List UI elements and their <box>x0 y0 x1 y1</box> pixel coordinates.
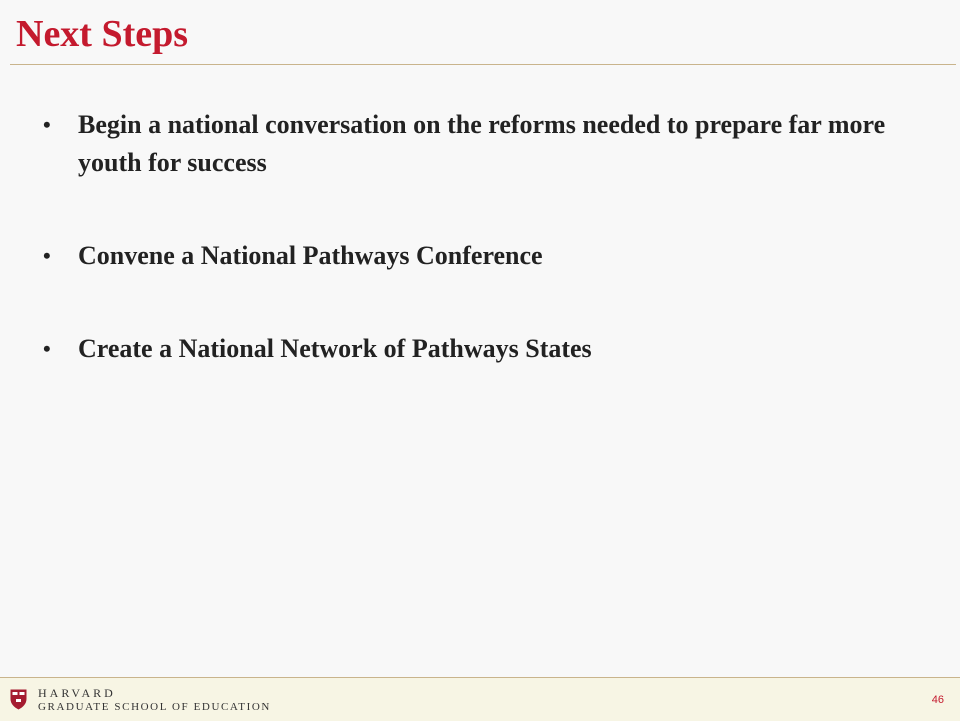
logo-text-harvard: HARVARD <box>38 686 116 700</box>
bullet-text: Convene a National Pathways Conference <box>78 241 543 270</box>
footer <box>0 677 960 721</box>
slide-title: Next Steps <box>16 13 189 55</box>
bullet-text: Create a National Network of Pathways States <box>78 334 592 363</box>
harvard-shield-icon <box>10 689 27 710</box>
title-divider <box>10 64 956 65</box>
page-number: 46 <box>931 694 944 706</box>
bullet-item <box>43 237 903 275</box>
bullet-dot-icon: • <box>43 336 51 361</box>
bullet-item <box>43 330 903 368</box>
bullet-dot-icon: • <box>43 243 51 268</box>
bullet-text: Begin a national conversation on the reforms needed to prepare far more youth for success <box>78 110 886 177</box>
bullet-dot-icon: • <box>43 112 51 137</box>
bullet-item <box>43 106 903 182</box>
bullet-list <box>43 106 903 368</box>
logo-text-school: GRADUATE SCHOOL OF EDUCATION <box>38 701 271 713</box>
